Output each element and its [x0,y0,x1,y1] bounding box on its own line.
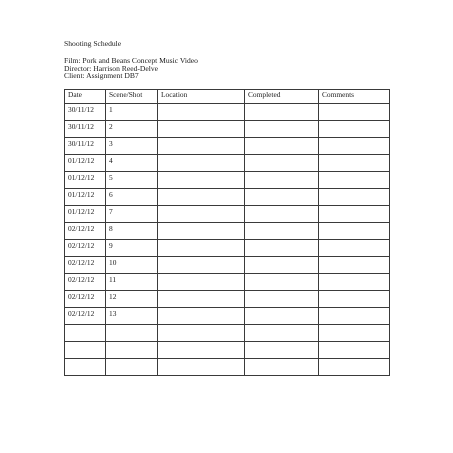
completed-cell [245,274,319,291]
completed-cell [245,342,319,359]
location-cell [158,325,245,342]
comments-cell [319,155,390,172]
comments-cell [319,223,390,240]
completed-cell [245,121,319,138]
comments-cell [319,206,390,223]
scene-shot-cell: 12 [106,291,158,308]
scene-shot-cell: 6 [106,189,158,206]
location-cell [158,359,245,376]
completed-cell [245,104,319,121]
location-cell [158,155,245,172]
date-cell: 02/12/12 [65,240,106,257]
column-header-completed: Completed [245,90,319,104]
table-row [65,308,390,325]
scene-shot-cell [106,325,158,342]
scene-shot-cell: 4 [106,155,158,172]
comments-cell [319,342,390,359]
completed-cell [245,172,319,189]
table-body [65,104,390,376]
comments-cell [319,308,390,325]
table-row [65,359,390,376]
film-line: Film: Pork and Beans Concept Music Video [64,56,198,65]
scene-shot-cell [106,342,158,359]
location-cell [158,291,245,308]
comments-cell [319,104,390,121]
table-row [65,325,390,342]
date-cell: 01/12/12 [65,155,106,172]
completed-cell [245,257,319,274]
comments-cell [319,121,390,138]
table-header-row [65,90,390,104]
scene-shot-cell: 9 [106,240,158,257]
comments-cell [319,240,390,257]
location-cell [158,342,245,359]
client-line: Client: Assignment DB7 [64,71,139,81]
comments-cell [319,359,390,376]
table-row [65,274,390,291]
scene-shot-cell: 2 [106,121,158,138]
date-cell: 02/12/12 [65,291,106,308]
table-row [65,172,390,189]
comments-cell [319,325,390,342]
comments-cell [319,291,390,308]
date-cell: 30/11/12 [65,138,106,155]
comments-cell [319,172,390,189]
column-header-date: Date [65,90,106,104]
completed-cell [245,155,319,172]
scene-shot-cell: 13 [106,308,158,325]
date-cell: 02/12/12 [65,257,106,274]
table-row [65,155,390,172]
scene-shot-cell: 10 [106,257,158,274]
table-row [65,138,390,155]
date-cell: 30/11/12 [65,121,106,138]
comments-cell [319,274,390,291]
date-cell: 02/12/12 [65,274,106,291]
completed-cell [245,308,319,325]
location-cell [158,104,245,121]
table-row [65,240,390,257]
scene-shot-cell [106,359,158,376]
location-cell [158,257,245,274]
completed-cell [245,223,319,240]
comments-cell [319,189,390,206]
comments-cell [319,138,390,155]
location-cell [158,240,245,257]
comments-cell [319,257,390,274]
location-cell [158,138,245,155]
date-cell: 02/12/12 [65,308,106,325]
scene-shot-cell: 11 [106,274,158,291]
location-cell [158,189,245,206]
completed-cell [245,359,319,376]
completed-cell [245,189,319,206]
table-row [65,342,390,359]
column-header-comments: Comments [319,90,390,104]
scene-shot-cell: 3 [106,138,158,155]
location-cell [158,308,245,325]
location-cell [158,206,245,223]
table-row [65,291,390,308]
shooting-schedule-table [64,89,390,376]
completed-cell [245,240,319,257]
completed-cell [245,291,319,308]
date-cell: 30/11/12 [65,104,106,121]
location-cell [158,121,245,138]
date-cell: 01/12/12 [65,172,106,189]
table-row [65,257,390,274]
completed-cell [245,138,319,155]
table-row [65,223,390,240]
completed-cell [245,325,319,342]
date-cell: 02/12/12 [65,223,106,240]
date-cell [65,359,106,376]
date-cell [65,325,106,342]
location-cell [158,274,245,291]
scene-shot-cell: 7 [106,206,158,223]
director-line: Director: Harrison Reed-Delve [64,63,159,73]
document-heading: Shooting Schedule [64,39,122,48]
location-cell [158,223,245,240]
location-cell [158,172,245,189]
scene-shot-cell: 8 [106,223,158,240]
table-row [65,121,390,138]
date-cell [65,342,106,359]
date-cell: 01/12/12 [65,206,106,223]
date-cell: 01/12/12 [65,189,106,206]
scene-shot-cell: 5 [106,172,158,189]
scene-shot-cell: 1 [106,104,158,121]
table-row [65,189,390,206]
completed-cell [245,206,319,223]
table-row [65,104,390,121]
column-header-location: Location [158,90,245,104]
production-details [64,57,198,80]
column-header-scene-shot: Scene/Shot [106,90,158,104]
table-row [65,206,390,223]
